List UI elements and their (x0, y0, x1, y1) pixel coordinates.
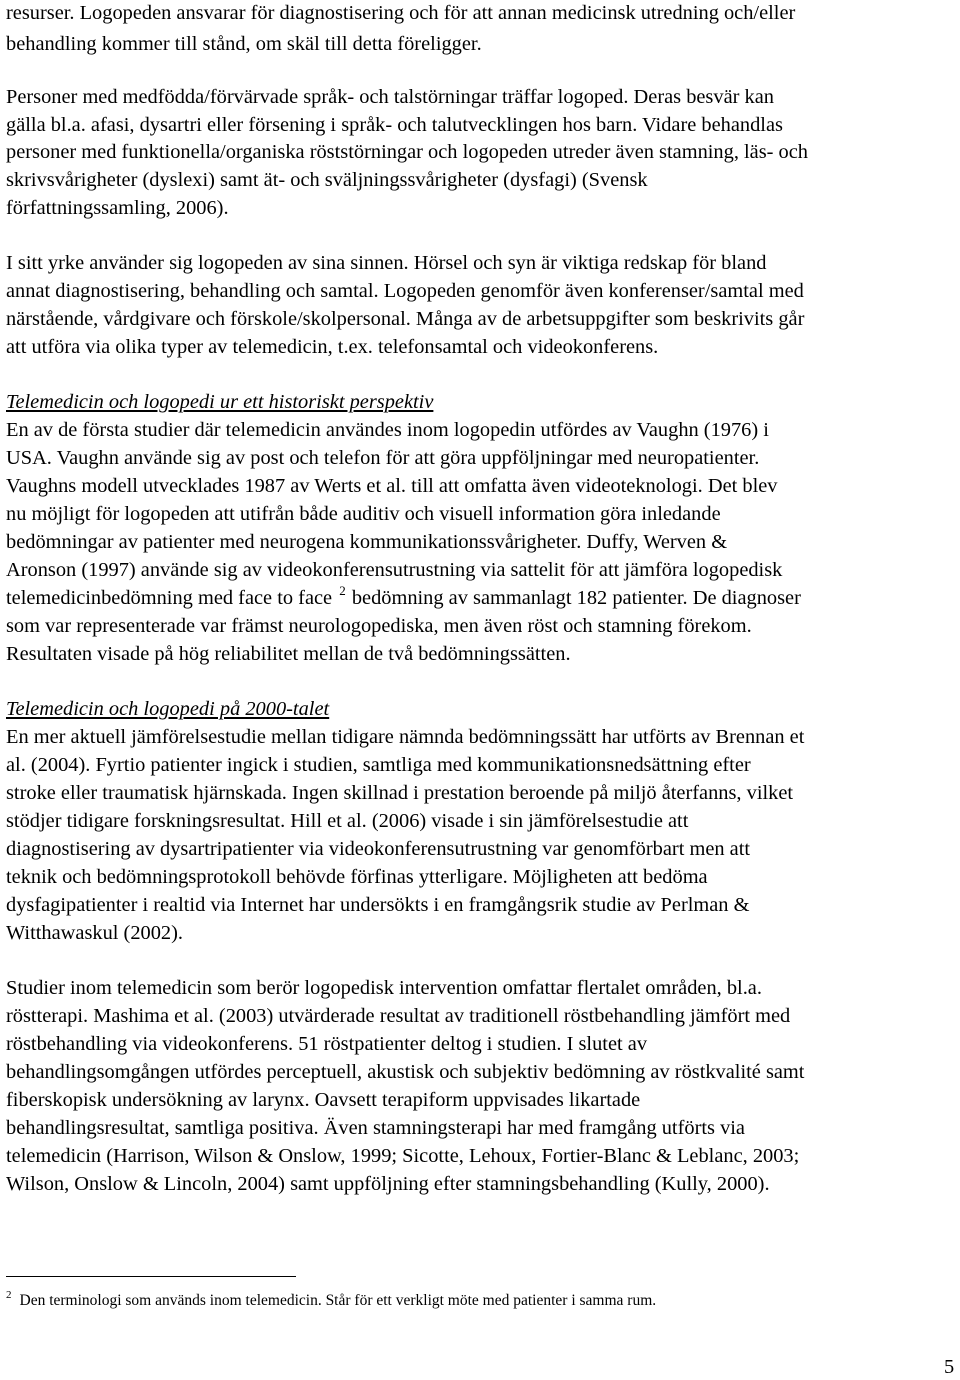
footnote-mark: 2 (6, 1289, 12, 1301)
ref-line-start: telemedicinbedömning med face to face (6, 587, 333, 609)
body-text-line: nu möjligt för logopeden att utifrån både auditiv och visuell information göra inledande (6, 503, 721, 525)
body-text-line: Studier inom telemedicin som berör logopedisk intervention omfattar flertalet områden, bl.a. (6, 977, 762, 999)
body-text-line: röstterapi. Mashima et al. (2003) utvärderade resultat av traditionell röstbehandling jämfört med (6, 1005, 791, 1027)
body-text-line: Personer med medfödda/förvärvade språk- och talstörningar träffar logoped. Deras besvär kan (6, 86, 774, 108)
body-text-line: bedömningar av patienter med neurogena kommunikationssvårigheter. Duffy, Werven & (6, 531, 728, 553)
body-text-line: att utföra via olika typer av telemedicin, t.ex. telefonsamtal och videokonferens. (6, 336, 659, 358)
ref-line-end: bedömning av sammanlagt 182 patienter. De diagnoser (351, 587, 801, 609)
footnote (6, 1291, 656, 1312)
body-text-line: som var representerade var främst neurologopediska, men även röst och stamning förekom. (6, 615, 752, 637)
body-text-line: Vaughns modell utvecklades 1987 av Werts et al. till att omfatta även videoteknologi. Det blev (6, 475, 778, 497)
body-text-line: Resultaten visade på hög reliabilitet mellan de två bedömningssätten. (6, 643, 571, 665)
body-text-line: författningssamling, 2006). (6, 197, 229, 219)
body-text-line: närstående, vårdgivare och förskole/skolpersonal. Många av de arbetsuppgifter som beskrivits går (6, 308, 805, 330)
body-text-line: En av de första studier där telemedicin användes inom logopedin utfördes av Vaughn (1976) i (6, 419, 769, 441)
body-text-line: behandling kommer till stånd, om skäl till detta föreligger. (6, 33, 482, 55)
body-text-line: I sitt yrke använder sig logopeden av sina sinnen. Hörsel och syn är viktiga redskap för bland (6, 252, 767, 274)
footnote-separator (6, 1276, 296, 1277)
body-text-line: Witthawaskul (2002). (6, 922, 183, 944)
body-text-line: diagnostisering av dysartripatienter via videokonferensutrustning var genomförbart men att (6, 838, 751, 860)
body-text-line: En mer aktuell jämförelsestudie mellan tidigare nämnda bedömningssätt har utförts av Brennan et (6, 726, 805, 748)
body-text-line: behandlingsomgången utfördes perceptuell, akustisk och subjektiv bedömning av röstkvalité samt (6, 1061, 805, 1083)
page-number: 5 (944, 1356, 955, 1378)
body-text-line: al. (2004). Fyrtio patienter ingick i studien, samtliga med kommunikationsnedsättning efter (6, 754, 751, 776)
body-text-line: stroke eller traumatisk hjärnskada. Ingen skillnad i prestation beroende på miljö återfanns, vilket (6, 782, 794, 804)
body-text-line: stödjer tidigare forskningsresultat. Hill et al. (2006) visade i sin jämförelsestudie att (6, 810, 689, 832)
body-text-line: röstbehandling via videokonferens. 51 röstpatienter deltog i studien. I slutet av (6, 1033, 648, 1055)
footnote-reference[interactable]: 2 (339, 583, 346, 598)
body-text-line: behandlingsresultat, samtliga positiva. Även stamningsterapi har med framgång utförts via (6, 1117, 745, 1139)
section-heading-historical: Telemedicin och logopedi ur ett historiskt perspektiv (6, 391, 434, 413)
body-text-line: Aronson (1997) använde sig av videokonferensutrustning via sattelit för att jämföra logopedisk (6, 559, 783, 581)
body-text-line-with-footnote-ref (6, 583, 801, 610)
body-text-line: Wilson, Onslow & Lincoln, 2004) samt uppföljning efter stamningsbehandling (Kully, 2000). (6, 1173, 770, 1195)
body-text-line: telemedicin (Harrison, Wilson & Onslow, 1999; Sicotte, Lehoux, Fortier-Blanc & Leblanc, 2003; (6, 1145, 800, 1167)
body-text-line: personer med funktionella/organiska röststörningar och logopeden utreder även stamning, läs- och (6, 141, 808, 163)
body-text-line: teknik och bedömningsprotokoll behövde förfinas ytterligare. Möjligheten att bedöma (6, 866, 708, 888)
body-text-line: fiberskopisk undersökning av larynx. Oavsett terapiform uppvisades likartade (6, 1089, 641, 1111)
body-text-line: resurser. Logopeden ansvarar för diagnostisering och för att annan medicinsk utredning och/eller (6, 2, 796, 24)
section-heading-2000s: Telemedicin och logopedi på 2000-talet (6, 698, 330, 720)
body-text-line: skrivsvårigheter (dyslexi) samt ät- och sväljningssvårigheter (dysfagi) (Svensk (6, 169, 648, 191)
body-text-line: USA. Vaughn använde sig av post och telefon för att göra uppföljningar med neuropatienter. (6, 447, 760, 469)
body-text-line: gälla bl.a. afasi, dysartri eller försening i språk- och talutvecklingen hos barn. Vidare behandlas (6, 114, 783, 136)
body-text-line: annat diagnostisering, behandling och samtal. Logopeden genomför även konferenser/samtal med (6, 280, 804, 302)
body-text-line: dysfagipatienter i realtid via Internet har undersökts i en framgångsrik studie av Perlman & (6, 894, 750, 916)
footnote-text: Den terminologi som används inom telemedicin. Står för ett verkligt möte med patienter i samma rum. (19, 1292, 657, 1309)
